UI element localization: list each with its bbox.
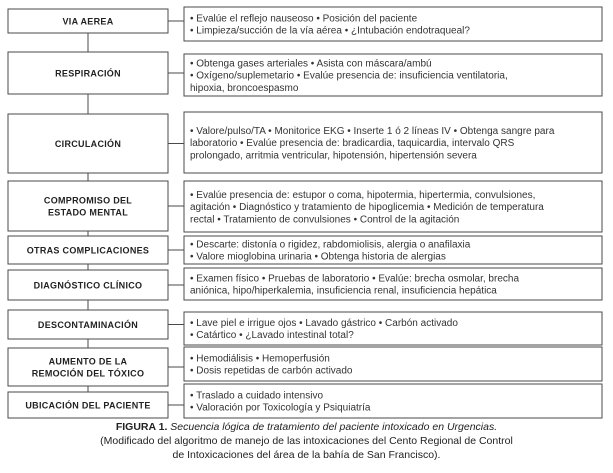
stage-detail-line: hipoxia, broncoespasmo [190, 82, 299, 94]
stage-label-text: DESCONTAMINACIÓN [37, 320, 139, 330]
stage-detail-line: • Valore mioglobina urinaria • Obtenga historia de alergias [190, 251, 446, 263]
stage-detail-line: • Valore/pulso/TA • Monitorice EKG • Inserte 1 ó 2 líneas IV • Obtenga sangre para [190, 125, 555, 137]
stage-detail-line: rectal • Tratamiento de convulsiones • Control de la agitación [190, 214, 460, 226]
stage-5 [8, 236, 602, 264]
stage-detail-line: agitación • Diagnóstico y tratamiento de hipoglicemia • Medición de temperatura [190, 202, 544, 214]
stage-detail-line: • Hemodiálisis • Hemoperfusión [190, 353, 330, 365]
stage-detail-line: • Descarte: distonía o rigidez, rabdomiolisis, alergia o anafilaxia [190, 239, 471, 251]
stage-detail-line: • Lave piel e irrigue ojos • Lavado gástrico • Carbón activado [190, 318, 458, 329]
stage-layer [8, 7, 602, 418]
stage-detail-line: • Evalúe el reflejo nauseoso • Posición del paciente [190, 13, 418, 25]
stage-label-box [8, 348, 168, 386]
stage-label-text: CIRCULACIÓN [54, 139, 122, 149]
stage-label-text: RESPIRACIÓN [55, 68, 121, 79]
stage-label-text: REMOCIÓN DEL TÓXICO [31, 368, 145, 379]
stage-detail-line: aniónica, hipo/hiperkalemia, insuficiencia renal, insuficiencia hepática [190, 285, 497, 297]
stage-3 [8, 112, 602, 173]
stage-detail-line: • Oxígeno/suplemetario • Evalúe presencia de: insuficiencia ventilatoria, [190, 70, 508, 82]
stage-detail-line: • Evalúe presencia de: estupor o coma, hipotermia, hipertermia, convulsiones, [190, 189, 536, 201]
stage-8 [8, 347, 602, 386]
stage-label-box [8, 181, 168, 231]
stage-detail-line: • Dosis repetidas de carbón activado [190, 365, 353, 377]
stage-1 [8, 7, 602, 41]
stage-6 [8, 268, 602, 300]
figure-caption-title [0, 421, 613, 434]
figure-note-line-2: de Intoxicaciones del área de la bahía de San Francisco). [172, 449, 441, 461]
stage-7 [8, 310, 602, 345]
stage-detail-line: • Traslado a cuidado intensivo [190, 390, 324, 402]
figure-label: FIGURA 1. [115, 421, 168, 433]
stage-label-text: COMPROMISO DEL [43, 195, 133, 206]
stage-detail-line: • Obtenga gases arteriales • Asista con máscara/ambú [190, 58, 432, 70]
stage-label-text: AUMENTO DE LA [48, 356, 128, 367]
stage-detail-line: • Examen físico • Pruebas de laboratorio • Evalúe: brecha osmolar, brecha [190, 273, 520, 285]
stage-label-text: OTRAS COMPLICACIONES [26, 245, 150, 256]
stage-label-text: VIA AEREA [62, 16, 114, 27]
stage-detail-line: laboratorio • Evalúe presencia de: bradicardia, taquicardia, intervalo QRS [190, 138, 515, 150]
figure-note-line-1: (Modificado del algoritmo de manejo de las intoxicaciones del Cento Regional de Control [100, 435, 513, 447]
stage-detail-line: prolongado, arritmia ventricular, hipotensión, hipertensión severa [190, 150, 477, 162]
stage-label-text: ESTADO MENTAL [47, 207, 129, 218]
stage-detail-line: • Limpieza/succión de la vía aérea • ¿Intubación endotraqueal? [190, 25, 470, 37]
stage-4 [8, 181, 602, 232]
figure-title: Secuencia lógica de tratamiento del paciente intoxicado en Urgencias. [170, 421, 498, 433]
stage-9 [8, 384, 602, 418]
stage-2 [8, 52, 602, 96]
stage-label-text: DIAGNÓSTICO CLÍNICO [33, 280, 143, 291]
stage-detail-line: • Valoración por Toxicología y Psiquiatría [190, 402, 371, 414]
stage-label-text: UBICACIÓN DEL PACIENTE [25, 400, 151, 411]
stage-detail-line: • Catártico • ¿Lavado intestinal total? [190, 330, 354, 342]
